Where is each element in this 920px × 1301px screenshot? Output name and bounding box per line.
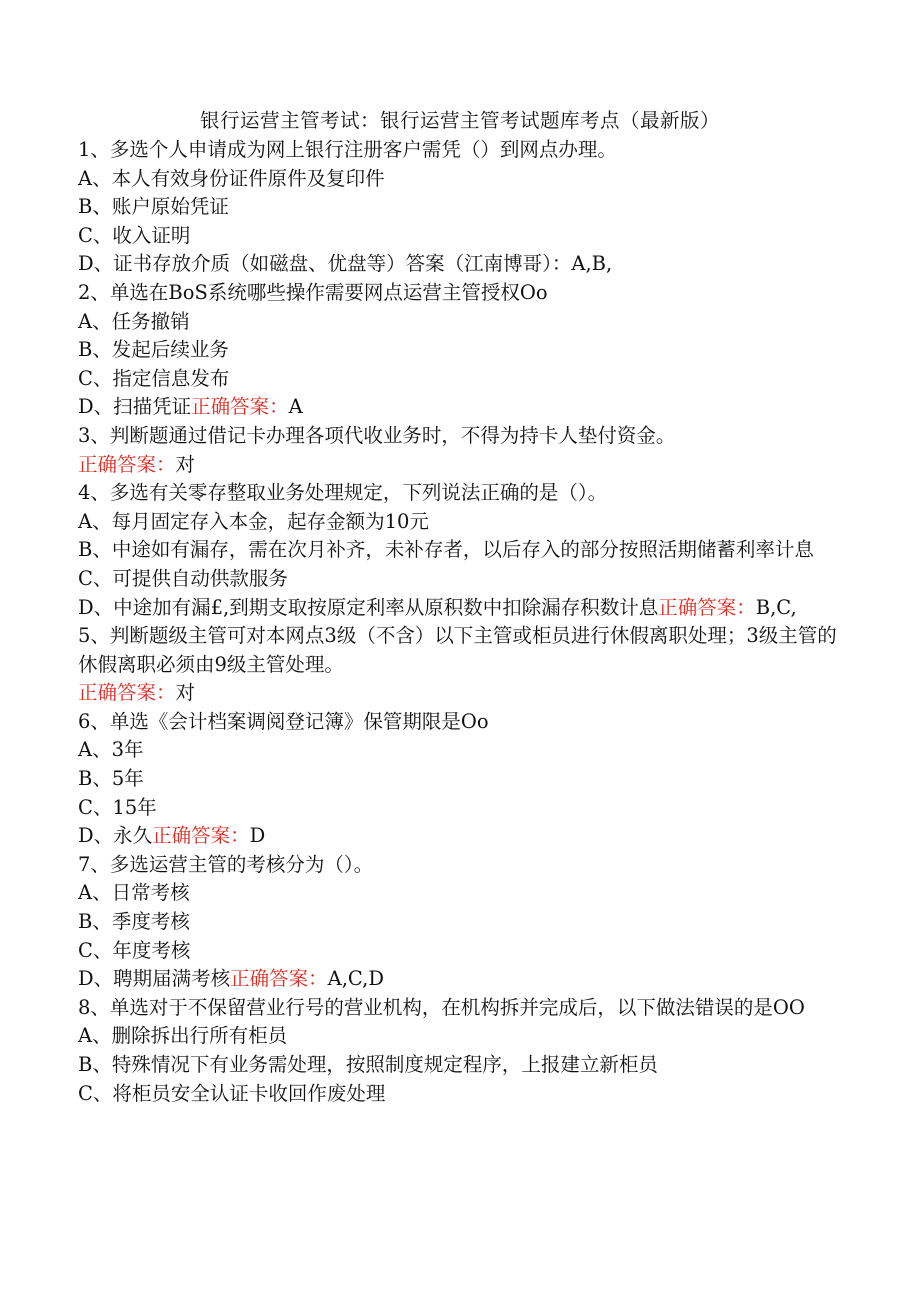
option: C、年度考核: [78, 938, 191, 962]
option: B、账户原始凭证: [78, 195, 229, 219]
option: C、15年: [78, 795, 157, 819]
option-with-answer: [78, 822, 838, 851]
option: C、指定信息发布: [78, 366, 230, 390]
answer-label: 正确答案：: [230, 967, 328, 991]
document-title: 银行运营主管考试：银行运营主管考试题库考点（最新版）: [199, 109, 720, 132]
answer-label: 正确答案：: [658, 595, 756, 619]
option: A、日常考核: [78, 881, 190, 905]
option: A、本人有效身份证件原件及复印件: [78, 166, 385, 190]
answer-value: 对: [175, 452, 196, 476]
question-stem: 2、单选在BoS系统哪些操作需要网点运营主管授权Oo: [78, 280, 548, 304]
answer-value: D: [249, 824, 266, 848]
option: A、删除拆出行所有柜员: [78, 1024, 288, 1048]
option: B、特殊情况下有业务需处理，按照制度规定程序，上报建立新柜员: [78, 1053, 658, 1076]
answer-value: 对: [175, 681, 196, 705]
answer-label: 正确答案：: [152, 824, 250, 848]
option: D、永久: [78, 824, 153, 848]
answer-line: [78, 679, 838, 708]
answer-value: A: [288, 395, 303, 419]
question-stem: 7、多选运营主管的考核分为（）。: [78, 852, 374, 876]
option-with-answer: [78, 393, 838, 422]
question-stem: 6、单选《会计档案调阅登记簿》保管期限是Oo: [78, 709, 489, 733]
option: C、可提供自动供款服务: [78, 566, 288, 590]
option: B、中途如有漏存，需在次月补齐，未补存者，以后存入的部分按照活期储蓄利率计息: [78, 538, 814, 562]
answer-value: A,C,D: [327, 967, 384, 991]
option: B、发起后续业务: [78, 338, 229, 362]
question-stem: 4、多选有关零存整取业务处理规定，下列说法正确的是（）。: [78, 481, 608, 505]
option-with-answer: [78, 965, 838, 994]
option: D、证书存放介质（如磁盘、优盘等）答案（江南博哥）：A,B,: [78, 252, 613, 276]
option: A、3年: [78, 738, 144, 762]
option: A、每月固定存入本金，起存金额为10元: [78, 509, 429, 533]
option: B、季度考核: [78, 910, 190, 934]
question-stem: 8、单选对于不保留营业行号的营业机构，在机构拆并完成后，以下做法错误的是OO: [78, 995, 805, 1019]
option: A、任务撤销: [78, 309, 190, 333]
document-body: [78, 136, 838, 1108]
answer-value: B,C,: [755, 595, 797, 619]
option: B、5年: [78, 767, 144, 791]
question-stem: 1、多选个人申请成为网上银行注册客户需凭（）到网点办理。: [78, 138, 617, 161]
answer-label: 正确答案：: [191, 395, 289, 419]
option: C、收入证明: [78, 223, 191, 247]
question-stem: 5、判断题级主管可对本网点3级（不含）以下主管或柜员进行休假离职处理；3级主管的休假离职必须由9级主管处理。: [78, 624, 837, 676]
option: D、中途加有漏£,到期支取按原定利率从原积数中扣除漏存积数计息: [78, 595, 659, 619]
question-stem: 3、判断题通过借记卡办理各项代收业务时，不得为持卡人垫付资金。: [78, 423, 676, 447]
answer-label: 正确答案：: [78, 452, 176, 476]
option: C、将柜员安全认证卡收回作废处理: [78, 1081, 386, 1105]
answer-line: [78, 451, 838, 480]
option: D、扫描凭证: [78, 395, 192, 419]
option: D、聘期届满考核: [78, 967, 231, 991]
option-with-answer: [78, 594, 838, 623]
answer-label: 正确答案：: [78, 681, 176, 705]
